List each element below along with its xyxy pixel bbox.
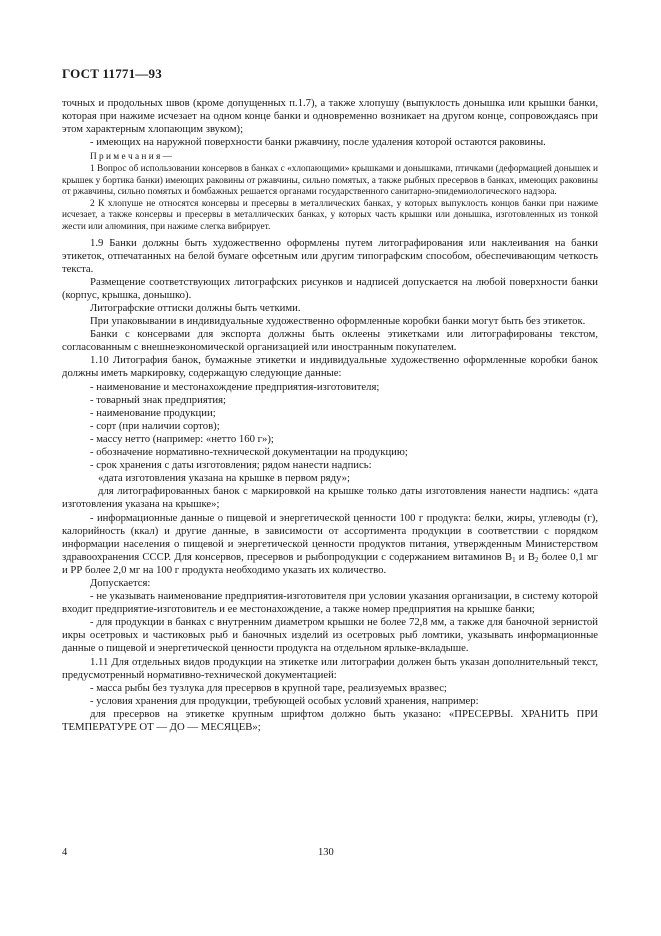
- list-item: - массу нетто (например: «нетто 160 г»);: [90, 432, 274, 445]
- paragraph-packaging: При упаковывании в индивидуальные художественно оформленные коробки банки могут быть без этикеток.: [90, 315, 586, 328]
- paragraph-allowed: Допускается:: [90, 576, 151, 589]
- standard-title: ГОСТ 11771—93: [62, 66, 162, 81]
- list-item: - наименование продукции;: [90, 406, 216, 419]
- document-body: [62, 97, 598, 734]
- label-date-first-row: «дата изготовления указана на крышке в первом ряду»;: [98, 472, 350, 485]
- paragraph-preserves-label: для пресервов на этикетке крупным шрифтом должно быть указано: «ПРЕСЕРВЫ. ХРАНИТЬ ПРИ ТЕМПЕРАТУРЕ ОТ — ДО — МЕСЯЦЕВ»;: [62, 707, 598, 733]
- note-2: 2 К хлопуше не относятся консервы и пресервы в металлических банках, у которых выпуклость концов банки при нажиме исчезает, а также консервы и пресервы в металлических банках, у которых часть крышки или донышка, изготовленных из тонкой жести или алюминия, при нажиме слегка вибрирует.: [62, 198, 598, 232]
- notes-block: [62, 152, 598, 233]
- list-item: - обозначение нормативно-технической документации на продукцию;: [90, 446, 408, 459]
- paragraph-export: Банки с консервами для экспорта должны быть оклеены этикетками или литографированы текстом, согласованным с внешнеэкономической организацией или иностранным покупателем.: [62, 328, 598, 354]
- notes-title: П р и м е ч а н и я —: [90, 152, 172, 163]
- paragraph-nutrition: - информационные данные о пищевой и энергетической ценности 100 г продукта: белки, жиры, углеводы (г), калорийность (ккал) и другие данные, в зависимости от ассортимента продукции в соответствии с порядком информации населения о пищевой и энергетической ценности продуктов питания, утвержденным Министерством здравоохранения СССР. Для консервов, пресервов и рыбопродукции с содержанием витаминов $В_1$ и $В_2$ более 0,1 мг и РР более 2,0 мг на 100 г продукта необходимо указать их количество.: [62, 511, 599, 576]
- note-1: 1 Вопрос об использовании консервов в банках с «хлопающими» крышками и донышками, птичками (деформацией донышек и крышек у бортика банки) имеющих раковины от ржавчины, сильно помятых, а также рыбных пресервов в банках, имеющих раковины от ржавчины, сильно помятых и бомбажных решается органами государственного санитарно-эпидемиологического надзора.: [62, 163, 598, 198]
- paragraph-allowed-insert: - для продукции в банках с внутренним диаметром крышки не более 72,8 мм, а также для баночной зернистой икры осетровых и частиковых рыб и баночных изделий из осетровых рыб ломтики, указывать информационные данные о пищевой и энергетической ценности продукта на отдельном ярлыке-вкладыше.: [62, 616, 598, 655]
- list-item: - товарный знак предприятия;: [90, 393, 227, 406]
- clause-1-10: 1.10 Литография банок, бумажные этикетки и индивидуальные художественно оформленные коробки банок должны иметь маркировку, содержащую следующие данные:: [62, 354, 598, 380]
- page-number-center: 130: [318, 847, 334, 858]
- paragraph-rust: - имеющих на наружной поверхности банки ржавчину, после удаления которой остаются раковины.: [90, 136, 546, 149]
- paragraph-continuation: точных и продольных швов (кроме допущенных п.1.7), а также хлопушу (выпуклость донышка или крышки банки, которая при нажиме исчезает на одном конце банки и одновременно возникает на другом конце, сопровождаясь при этом характерным хлопающим звуком);: [62, 97, 598, 136]
- paragraph-allowed-manufacturer: - не указывать наименование предприятия-изготовителя при условии указания организации, в систему которой входит предприятие-изготовитель и ее местонахождение, а также номер предприятия на крышке банки;: [62, 590, 598, 616]
- clause-1-11: 1.11 Для отдельных видов продукции на этикетке или литографии должен быть указан дополнительный текст, предусмотренный нормативно-технической документацией:: [62, 655, 598, 681]
- paragraph-prints: Литографские оттиски должны быть четкими.: [90, 302, 301, 314]
- list-item: - масса рыбы без тузлука для пресервов в крупной таре, реализуемых вразвес;: [90, 681, 447, 694]
- list-item: - наименование и местонахождение предприятия-изготовителя;: [90, 380, 380, 393]
- clause-1-9: 1.9 Банки должны быть художественно оформлены путем литографирования или наклеивания на банки этикеток, отпечатанных на белой бумаге офсетным или другим типографским способом, обеспечивающим четкость текста.: [62, 236, 598, 275]
- list-item: - условия хранения для продукции, требующей особых условий хранения, например:: [90, 694, 479, 707]
- page-number-left: 4: [62, 847, 68, 858]
- paragraph-lithographed-lids: для литографированных банок с маркировкой на крышке только даты изготовления нанести надпись: «дата изготовления указана на крышке»;: [62, 485, 598, 511]
- list-item: - срок хранения с даты изготовления; рядом нанести надпись:: [90, 459, 372, 472]
- paragraph-placement: Размещение соответствующих литографских рисунков и надписей допускается на любой поверхности банки (корпус, крышка, донышко).: [62, 275, 598, 301]
- list-item: - сорт (при наличии сортов);: [90, 419, 220, 432]
